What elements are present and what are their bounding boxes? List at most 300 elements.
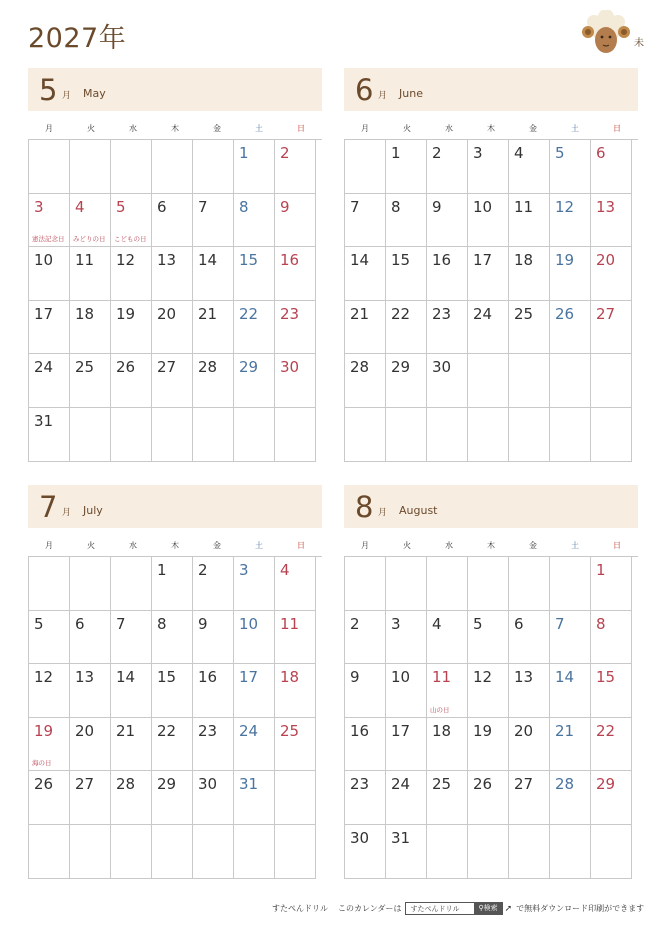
day-number: 8	[239, 197, 249, 216]
day-cell	[550, 408, 591, 462]
day-cell	[193, 408, 234, 462]
weekday-label: 土	[571, 540, 579, 550]
month-may	[28, 68, 322, 462]
calendar-grid	[344, 139, 638, 462]
search-icon: ⚲	[478, 904, 484, 912]
day-cell	[345, 301, 386, 355]
day-cell	[275, 718, 316, 772]
day-cell	[468, 771, 509, 825]
day-number: 14	[198, 251, 218, 270]
weekday-label: 金	[213, 540, 221, 550]
day-number: 17	[473, 251, 493, 270]
day-number: 26	[473, 775, 493, 794]
day-number: 15	[157, 668, 177, 687]
day-number: 12	[116, 251, 136, 270]
day-number: 19	[473, 721, 493, 740]
day-number: 9	[432, 197, 442, 216]
day-cell	[234, 140, 275, 194]
day-cell	[427, 301, 468, 355]
zodiac-label: 未	[634, 38, 644, 49]
day-number: 10	[239, 614, 259, 633]
month-header	[28, 485, 322, 528]
day-number: 11	[432, 668, 452, 687]
day-number: 22	[596, 721, 616, 740]
day-cell	[29, 408, 70, 462]
day-number: 9	[280, 197, 290, 216]
weekday-label: 金	[213, 123, 221, 133]
day-number: 8	[157, 614, 167, 633]
weekday-label: 土	[255, 123, 263, 133]
day-number: 17	[239, 668, 259, 687]
day-number: 6	[157, 197, 167, 216]
day-cell	[152, 611, 193, 665]
day-number: 1	[239, 144, 249, 162]
day-number: 22	[391, 304, 411, 323]
day-number: 12	[555, 197, 575, 216]
day-cell	[70, 718, 111, 772]
sheep-icon	[578, 10, 638, 58]
day-number: 26	[555, 304, 575, 323]
day-cell	[275, 408, 316, 462]
calendar-grid	[28, 556, 322, 879]
day-number: 10	[34, 251, 54, 270]
day-number: 23	[198, 721, 218, 740]
day-cell	[29, 718, 70, 772]
day-cell	[468, 557, 509, 611]
day-cell	[275, 140, 316, 194]
day-cell	[591, 611, 632, 665]
month-august	[344, 485, 638, 879]
day-cell	[152, 194, 193, 248]
day-cell	[468, 718, 509, 772]
day-cell	[427, 664, 468, 718]
month-number: 6	[355, 73, 374, 107]
day-number: 17	[391, 721, 411, 740]
day-cell	[345, 718, 386, 772]
day-cell	[193, 557, 234, 611]
day-cell	[591, 718, 632, 772]
day-cell	[193, 301, 234, 355]
day-number: 8	[391, 197, 401, 216]
day-number: 2	[198, 561, 208, 579]
day-number: 23	[350, 775, 370, 794]
weekday-label: 火	[403, 123, 411, 133]
day-cell	[234, 301, 275, 355]
day-number: 23	[280, 304, 300, 323]
day-cell	[234, 194, 275, 248]
day-number: 2	[350, 614, 360, 633]
day-number: 27	[75, 775, 95, 794]
holiday-label: 山の日	[430, 705, 450, 714]
day-number: 24	[391, 775, 411, 794]
month-kanji: 月	[62, 508, 72, 518]
day-number: 27	[514, 775, 534, 794]
day-number: 27	[596, 304, 616, 323]
day-cell	[591, 354, 632, 408]
day-number: 15	[391, 251, 411, 270]
day-cell	[29, 194, 70, 248]
day-cell	[386, 354, 427, 408]
day-cell	[111, 718, 152, 772]
day-number: 8	[596, 614, 606, 633]
day-cell	[509, 771, 550, 825]
day-cell	[427, 718, 468, 772]
day-cell	[591, 247, 632, 301]
search-button-label: 検索	[483, 904, 498, 912]
weekday-label: 火	[87, 123, 95, 133]
footer-brand: すたぺんドリル	[272, 904, 328, 913]
weekday-label: 日	[297, 123, 305, 133]
weekday-header-row	[28, 117, 322, 139]
day-number: 27	[157, 358, 177, 377]
day-number: 3	[34, 197, 44, 216]
month-english-name: May	[83, 87, 106, 100]
day-cell	[386, 194, 427, 248]
day-cell	[468, 194, 509, 248]
day-cell	[234, 771, 275, 825]
day-cell	[509, 825, 550, 879]
weekday-label: 火	[403, 540, 411, 550]
day-cell	[550, 140, 591, 194]
day-number: 5	[116, 197, 126, 216]
day-cell	[234, 247, 275, 301]
day-cell	[468, 140, 509, 194]
day-cell	[509, 247, 550, 301]
weekday-label: 日	[297, 540, 305, 550]
day-number: 17	[34, 304, 54, 323]
day-cell	[275, 611, 316, 665]
weekday-label: 月	[361, 540, 369, 550]
calendar-grid	[28, 139, 322, 462]
day-cell	[386, 611, 427, 665]
day-cell	[152, 718, 193, 772]
weekday-label: 水	[445, 540, 453, 550]
day-cell	[591, 301, 632, 355]
day-cell	[152, 825, 193, 879]
day-cell	[29, 140, 70, 194]
day-cell	[152, 140, 193, 194]
day-cell	[345, 194, 386, 248]
day-cell	[386, 301, 427, 355]
day-number: 2	[432, 144, 442, 162]
day-number: 16	[198, 668, 218, 687]
day-number: 16	[432, 251, 452, 270]
day-number: 2	[280, 144, 290, 162]
day-number: 24	[239, 721, 259, 740]
day-number: 13	[75, 668, 95, 687]
day-cell	[427, 611, 468, 665]
holiday-label: 憲法記念日	[32, 235, 65, 244]
day-cell	[550, 247, 591, 301]
day-cell	[275, 194, 316, 248]
day-number: 18	[514, 251, 534, 270]
day-number: 31	[239, 775, 259, 794]
day-number: 3	[239, 561, 249, 579]
day-cell	[386, 664, 427, 718]
year-title: 2027年	[28, 23, 127, 54]
day-number: 20	[514, 721, 534, 740]
day-cell	[509, 718, 550, 772]
day-cell	[70, 354, 111, 408]
day-cell	[550, 718, 591, 772]
day-cell	[152, 301, 193, 355]
search-button[interactable]	[474, 903, 501, 914]
weekday-label: 月	[45, 540, 53, 550]
day-number: 9	[198, 614, 208, 633]
day-cell	[468, 247, 509, 301]
day-cell	[234, 354, 275, 408]
weekday-label: 木	[171, 123, 179, 133]
day-number: 18	[75, 304, 95, 323]
month-kanji: 月	[378, 91, 388, 101]
day-cell	[152, 354, 193, 408]
day-number: 29	[157, 775, 177, 794]
day-cell	[193, 825, 234, 879]
day-cell	[234, 557, 275, 611]
day-cell	[468, 611, 509, 665]
day-cell	[275, 557, 316, 611]
day-cell	[111, 301, 152, 355]
day-cell	[591, 140, 632, 194]
day-cell	[70, 825, 111, 879]
month-july	[28, 485, 322, 879]
day-number: 14	[555, 668, 575, 687]
day-number: 25	[432, 775, 452, 794]
day-number: 26	[116, 358, 136, 377]
month-header	[344, 68, 638, 111]
day-number: 28	[116, 775, 136, 794]
month-number: 7	[39, 490, 58, 524]
day-number: 11	[75, 251, 95, 270]
day-cell	[111, 664, 152, 718]
month-header	[28, 68, 322, 111]
day-number: 30	[198, 775, 218, 794]
search-input[interactable]: すたぺんドリル	[410, 904, 460, 913]
day-number: 4	[432, 614, 442, 633]
day-number: 28	[350, 358, 370, 377]
day-cell	[550, 354, 591, 408]
day-cell	[152, 408, 193, 462]
day-cell	[275, 354, 316, 408]
day-number: 7	[198, 197, 208, 216]
day-number: 31	[34, 411, 54, 430]
day-cell	[152, 247, 193, 301]
day-cell	[386, 825, 427, 879]
day-number: 11	[280, 614, 300, 633]
day-number: 5	[473, 614, 483, 633]
day-cell	[345, 140, 386, 194]
day-number: 11	[514, 197, 534, 216]
day-cell	[193, 194, 234, 248]
day-cell	[345, 557, 386, 611]
day-cell	[193, 247, 234, 301]
day-number: 19	[34, 721, 54, 740]
day-cell	[509, 611, 550, 665]
weekday-label: 木	[171, 540, 179, 550]
day-cell	[427, 771, 468, 825]
day-cell	[509, 140, 550, 194]
day-number: 6	[596, 144, 606, 162]
day-cell	[111, 771, 152, 825]
day-cell	[345, 247, 386, 301]
day-number: 5	[555, 144, 565, 162]
day-cell	[468, 354, 509, 408]
day-cell	[427, 247, 468, 301]
day-number: 4	[514, 144, 524, 162]
day-cell	[550, 557, 591, 611]
day-cell	[427, 557, 468, 611]
day-cell	[193, 664, 234, 718]
day-cell	[152, 557, 193, 611]
day-number: 13	[514, 668, 534, 687]
day-cell	[427, 140, 468, 194]
day-cell	[70, 301, 111, 355]
day-cell	[550, 664, 591, 718]
day-cell	[509, 301, 550, 355]
weekday-label: 木	[487, 540, 495, 550]
day-number: 12	[473, 668, 493, 687]
day-cell	[234, 718, 275, 772]
day-cell	[152, 664, 193, 718]
weekday-label: 金	[529, 123, 537, 133]
day-number: 23	[432, 304, 452, 323]
day-cell	[468, 408, 509, 462]
day-number: 9	[350, 668, 360, 687]
day-cell	[509, 557, 550, 611]
day-cell	[29, 301, 70, 355]
day-cell	[29, 611, 70, 665]
day-number: 14	[116, 668, 136, 687]
day-number: 10	[391, 668, 411, 687]
day-cell	[345, 825, 386, 879]
day-number: 13	[157, 251, 177, 270]
day-number: 16	[350, 721, 370, 740]
day-number: 21	[116, 721, 136, 740]
day-number: 12	[34, 668, 54, 687]
day-number: 24	[34, 358, 54, 377]
day-cell	[275, 301, 316, 355]
day-number: 30	[432, 358, 452, 377]
day-cell	[193, 771, 234, 825]
day-cell	[345, 354, 386, 408]
day-number: 22	[239, 304, 259, 323]
day-number: 19	[116, 304, 136, 323]
day-number: 25	[280, 721, 300, 740]
day-cell	[509, 664, 550, 718]
footer	[272, 902, 644, 915]
day-cell	[111, 825, 152, 879]
day-cell	[29, 664, 70, 718]
day-cell	[111, 557, 152, 611]
day-cell	[111, 247, 152, 301]
day-number: 20	[596, 251, 616, 270]
cursor-icon: ➚	[504, 903, 513, 914]
month-english-name: June	[399, 87, 423, 100]
search-box[interactable]	[405, 902, 502, 915]
day-number: 19	[555, 251, 575, 270]
day-cell	[468, 664, 509, 718]
month-header	[344, 485, 638, 528]
day-cell	[193, 718, 234, 772]
day-cell	[111, 611, 152, 665]
day-number: 30	[350, 828, 370, 847]
day-cell	[550, 771, 591, 825]
day-cell	[111, 408, 152, 462]
day-cell	[275, 771, 316, 825]
day-cell	[468, 301, 509, 355]
day-number: 5	[34, 614, 44, 633]
weekday-label: 月	[45, 123, 53, 133]
footer-lead: このカレンダーは	[338, 904, 402, 913]
weekday-label: 日	[613, 123, 621, 133]
day-cell	[591, 664, 632, 718]
day-number: 28	[198, 358, 218, 377]
month-english-name: July	[83, 504, 103, 517]
weekday-label: 水	[445, 123, 453, 133]
day-number: 18	[280, 668, 300, 687]
day-cell	[427, 194, 468, 248]
day-number: 1	[157, 561, 167, 579]
day-number: 24	[473, 304, 493, 323]
day-cell	[591, 194, 632, 248]
day-cell	[29, 247, 70, 301]
day-cell	[345, 611, 386, 665]
day-cell	[427, 354, 468, 408]
day-number: 7	[116, 614, 126, 633]
day-cell	[70, 140, 111, 194]
day-cell	[234, 825, 275, 879]
day-number: 6	[514, 614, 524, 633]
weekday-label: 月	[361, 123, 369, 133]
day-cell	[152, 771, 193, 825]
day-number: 1	[596, 561, 606, 579]
day-cell	[550, 611, 591, 665]
holiday-label: みどりの日	[73, 235, 106, 244]
day-cell	[193, 354, 234, 408]
day-number: 1	[391, 144, 401, 162]
day-number: 15	[239, 251, 259, 270]
day-number: 7	[350, 197, 360, 216]
weekday-label: 金	[529, 540, 537, 550]
weekday-label: 火	[87, 540, 95, 550]
day-cell	[509, 194, 550, 248]
day-cell	[234, 664, 275, 718]
day-cell	[386, 140, 427, 194]
day-cell	[29, 771, 70, 825]
day-number: 25	[75, 358, 95, 377]
day-cell	[386, 771, 427, 825]
month-number: 5	[39, 73, 58, 107]
day-number: 6	[75, 614, 85, 633]
month-kanji: 月	[62, 91, 72, 101]
holiday-label: 海の日	[32, 759, 52, 768]
day-number: 7	[555, 614, 565, 633]
day-cell	[345, 408, 386, 462]
day-number: 29	[239, 358, 259, 377]
month-number: 8	[355, 490, 374, 524]
day-number: 15	[596, 668, 616, 687]
day-cell	[70, 408, 111, 462]
day-cell	[29, 354, 70, 408]
day-number: 21	[350, 304, 370, 323]
day-cell	[591, 825, 632, 879]
day-cell	[234, 408, 275, 462]
day-cell	[345, 664, 386, 718]
day-number: 21	[555, 721, 575, 740]
day-number: 28	[555, 775, 575, 794]
day-cell	[591, 408, 632, 462]
weekday-label: 土	[255, 540, 263, 550]
